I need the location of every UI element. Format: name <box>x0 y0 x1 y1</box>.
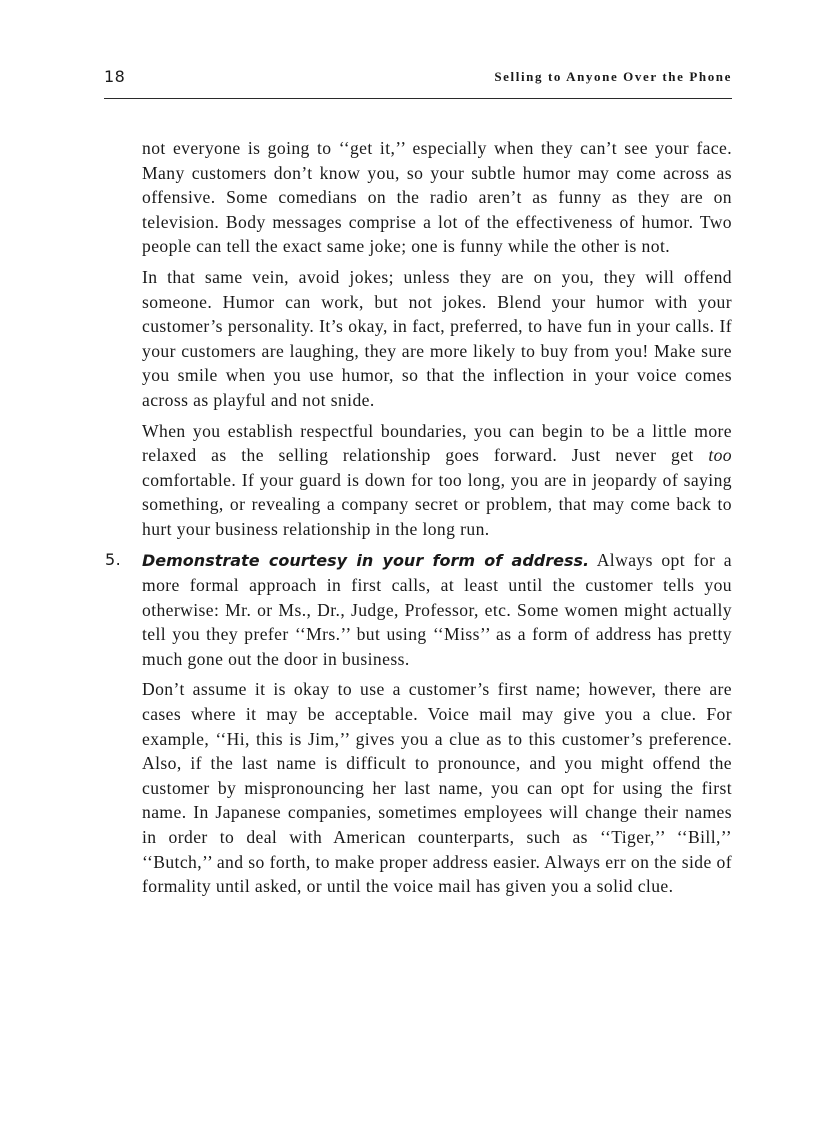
paragraph-boundaries-text-1: When you establish respectful boundaries, you can begin to be a little more relaxed as the selling relationship goes forward. Just never get <box>142 420 732 466</box>
paragraph-first-name: Don’t assume it is okay to use a customer’s first name; however, there are cases where it may be acceptable. Voice mail may give you a clue. For example, ‘‘Hi, this is Jim,’’ gives you a clue as to this customer’s preference. Also, if the last name is difficult to pronounce, and you might offend the customer by mispronouncing her last name, you can opt for using the first name. In Japanese companies, sometimes employees will change their names in order to deal with American counterparts, such as ‘‘Tiger,’’ ‘‘Bill,’’ ‘‘Butch,’’ and so forth, to make proper address easier. Always err on the side of formality until asked, or until the voice mail has given you a solid clue. <box>142 679 732 897</box>
list-item-5 <box>105 548 733 672</box>
list-item-heading: Demonstrate courtesy in your form of address. <box>142 550 590 570</box>
running-head-title: Selling to Anyone Over the Phone <box>494 69 732 84</box>
page-number: 18 <box>104 67 126 86</box>
emphasis-too: too <box>708 445 732 466</box>
paragraph-boundaries-text-2: comfortable. If your guard is down for too long, you are in jeopardy of saying something, or revealing a company secret or problem, that may come back to hurt your business relationship in the long run. <box>142 469 732 539</box>
list-number: 5. <box>105 549 122 569</box>
paragraph-boundaries <box>142 419 732 542</box>
paragraph-humor-caution: not everyone is going to ‘‘get it,’’ especially when they can’t see your face. Many customers don’t know you, so your subtle humor may come across as offensive. Some comedians on the radio aren’t as funny as they are on television. Body messages comprise a lot of the effectiveness of humor. Two people can tell the exact same joke; one is funny while the other is not. <box>142 138 732 257</box>
body-text <box>105 136 733 905</box>
page-header <box>104 64 732 99</box>
list-item-text: Always opt for a more formal approach in first calls, at least until the customer tells you otherwise: Mr. or Ms., Dr., Judge, Professor, etc. Some women might actually tell you they prefer ‘‘Mrs.’’ but using ‘‘Miss’’ as a form of address has pretty much gone out the door in business. <box>142 549 733 669</box>
paragraph-avoid-jokes: In that same vein, avoid jokes; unless they are on you, they will offend someone. Humor can work, but not jokes. Blend your humor with your customer’s personality. It’s okay, in fact, preferred, to have fun in your calls. If your customers are laughing, they are more likely to buy from you! Make sure you smile when you use humor, so that the inflection in your voice comes across as playful and not snide. <box>142 266 732 410</box>
